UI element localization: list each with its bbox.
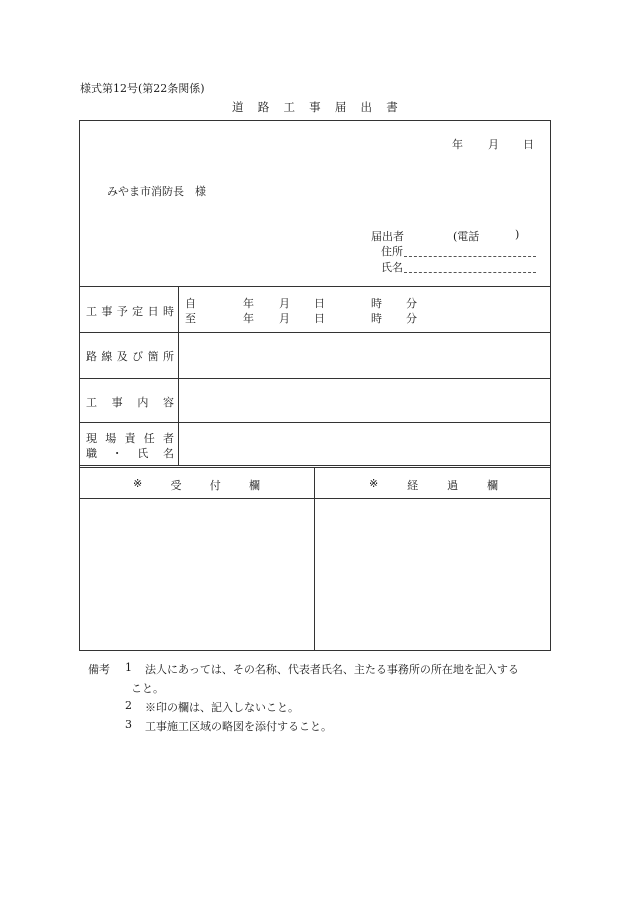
label-char: 事 bbox=[101, 305, 113, 318]
label-char: 定 bbox=[132, 305, 144, 318]
phone-label: (電話 bbox=[453, 230, 480, 243]
label-char: 名 bbox=[162, 447, 174, 460]
label-char: 工 bbox=[86, 305, 97, 318]
row-divider bbox=[79, 286, 551, 287]
bottom-column-divider bbox=[314, 467, 315, 651]
label-char: 線 bbox=[101, 350, 113, 363]
schedule-to-year: 年 bbox=[243, 312, 254, 325]
title-char: 出 bbox=[360, 100, 373, 114]
schedule-to-hour: 時 bbox=[371, 312, 382, 325]
header-char: 付 bbox=[209, 479, 221, 492]
label-char: 及 bbox=[116, 350, 128, 363]
label-char: び bbox=[132, 350, 144, 363]
title-char: 路 bbox=[257, 100, 270, 114]
date-year: 年 bbox=[452, 138, 463, 151]
content-label bbox=[86, 394, 174, 410]
label-char: 箇 bbox=[147, 350, 159, 363]
label-char: 日 bbox=[147, 305, 159, 318]
phone-close: ) bbox=[515, 228, 520, 241]
label-char: 容 bbox=[162, 396, 174, 409]
title-char: 書 bbox=[386, 100, 398, 114]
reception-area bbox=[80, 500, 313, 650]
schedule-to-day: 日 bbox=[314, 312, 325, 325]
schedule-from-month: 月 bbox=[279, 297, 290, 310]
label-char: 路 bbox=[86, 350, 97, 363]
schedule-to: 至 bbox=[185, 312, 196, 325]
document-title bbox=[0, 99, 630, 115]
name-label: 氏名 bbox=[381, 261, 403, 274]
supervisor-label-line1 bbox=[86, 430, 174, 446]
row-divider bbox=[79, 465, 551, 466]
row-divider bbox=[79, 332, 551, 333]
schedule-from-year: 年 bbox=[243, 297, 254, 310]
label-char: 工 bbox=[86, 396, 97, 409]
label-char: 所 bbox=[162, 350, 174, 363]
row-divider bbox=[79, 378, 551, 379]
title-char: 事 bbox=[309, 100, 321, 114]
label-char: 事 bbox=[111, 396, 123, 409]
supervisor-field[interactable] bbox=[180, 424, 550, 464]
address-field[interactable] bbox=[404, 256, 536, 257]
label-char: 者 bbox=[163, 432, 174, 445]
schedule-to-minute: 分 bbox=[406, 312, 417, 325]
label-char: 氏 bbox=[137, 447, 149, 460]
note-number: 1 bbox=[125, 661, 132, 674]
note-number: 3 bbox=[125, 718, 132, 731]
notes-label: 備考 bbox=[88, 663, 110, 676]
schedule-to-month: 月 bbox=[279, 312, 290, 325]
content-field[interactable] bbox=[180, 380, 550, 421]
label-column-divider bbox=[178, 286, 179, 466]
label-char: 任 bbox=[143, 432, 155, 445]
label-char: 場 bbox=[105, 432, 117, 445]
schedule-from-hour: 時 bbox=[371, 297, 382, 310]
header-char: 欄 bbox=[486, 479, 498, 492]
title-char: 工 bbox=[283, 100, 296, 114]
note-text: ※印の欄は、記入しないこと。 bbox=[145, 701, 299, 714]
supervisor-label-line2 bbox=[86, 445, 174, 461]
progress-area bbox=[316, 500, 550, 650]
header-char: 受 bbox=[170, 479, 182, 492]
progress-column-header bbox=[369, 477, 498, 493]
form-number: 様式第12号(第22条関係) bbox=[80, 82, 205, 95]
note-text: 法人にあっては、その名称、代表者氏名、主たる事務所の所在地を記入する bbox=[145, 663, 519, 676]
header-char: ※ bbox=[369, 477, 379, 490]
label-char: 現 bbox=[86, 432, 97, 445]
schedule-from-minute: 分 bbox=[406, 297, 417, 310]
row-divider bbox=[79, 467, 551, 468]
label-char: 時 bbox=[162, 305, 174, 318]
reception-column-header bbox=[133, 477, 260, 493]
date-month: 月 bbox=[488, 138, 499, 151]
label-char: 内 bbox=[137, 396, 149, 409]
title-char: 届 bbox=[334, 100, 347, 114]
header-char: 経 bbox=[407, 479, 419, 492]
header-char: 欄 bbox=[248, 479, 260, 492]
note-text: 工事施工区域の略図を添付すること。 bbox=[145, 720, 332, 733]
label-char: 責 bbox=[124, 432, 136, 445]
schedule-from-day: 日 bbox=[314, 297, 325, 310]
note-text-continued: こと。 bbox=[131, 682, 164, 695]
label-char: 職 bbox=[86, 447, 97, 460]
route-field[interactable] bbox=[180, 334, 550, 377]
address-label: 住所 bbox=[381, 245, 403, 258]
note-number: 2 bbox=[125, 699, 132, 712]
applicant-label: 届出者 bbox=[371, 230, 404, 243]
name-field[interactable] bbox=[404, 272, 536, 273]
label-char: 予 bbox=[116, 305, 128, 318]
schedule-label bbox=[86, 303, 174, 319]
title-char: 道 bbox=[232, 100, 244, 114]
date-day: 日 bbox=[523, 138, 534, 151]
row-divider bbox=[79, 498, 551, 499]
header-char: 過 bbox=[447, 479, 459, 492]
header-char: ※ bbox=[133, 477, 143, 490]
addressee: みやま市消防長 様 bbox=[107, 185, 206, 198]
label-char: ・ bbox=[111, 447, 123, 460]
route-label bbox=[86, 348, 174, 364]
schedule-from: 自 bbox=[185, 297, 196, 310]
row-divider bbox=[79, 422, 551, 423]
